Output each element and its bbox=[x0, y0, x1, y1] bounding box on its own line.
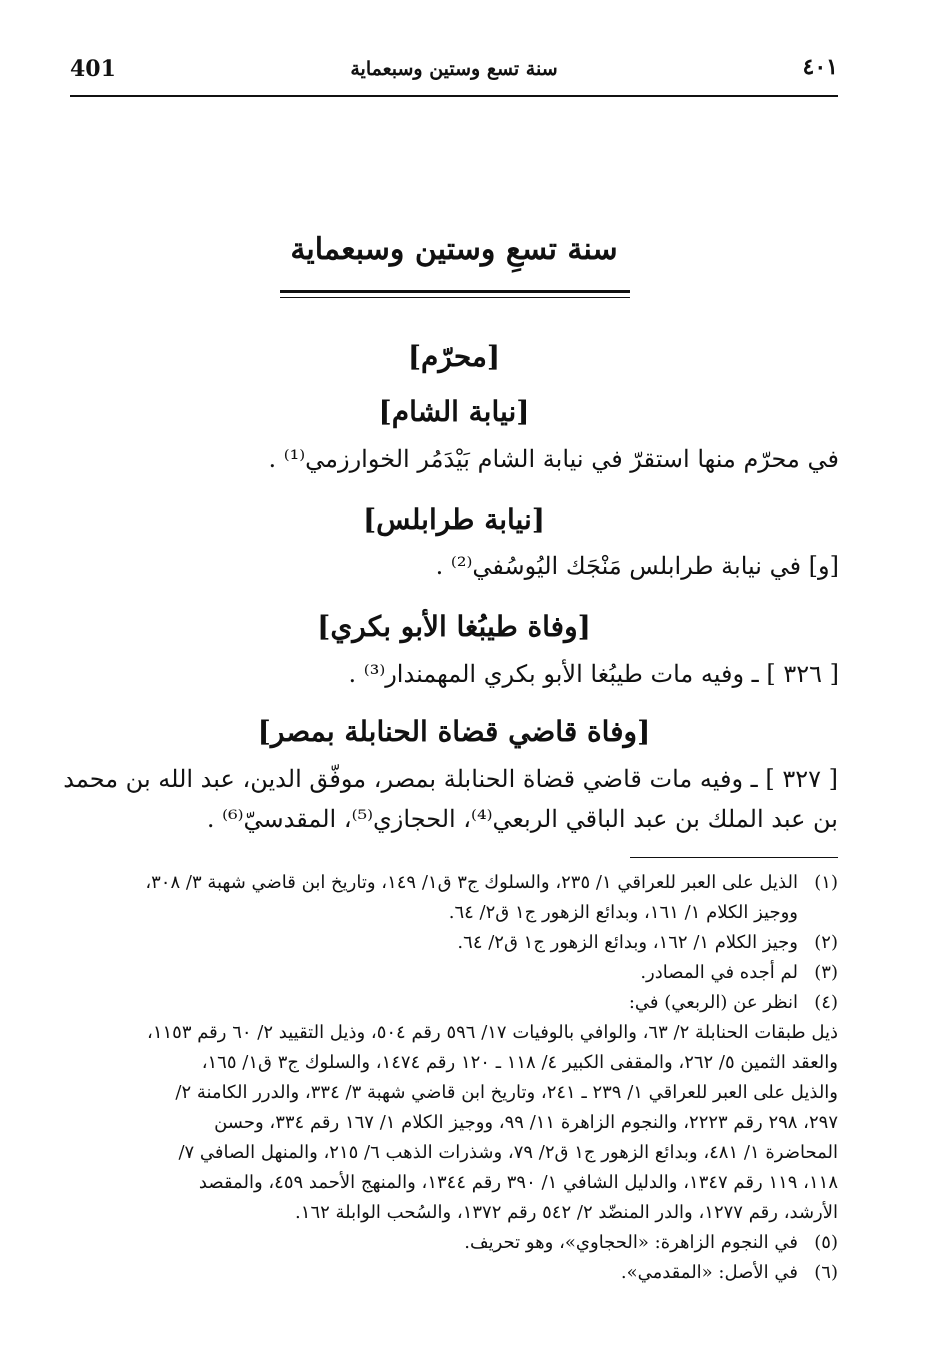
page-number-arabic: ٤٠١ bbox=[802, 54, 838, 80]
footnote-line: ووجيز الكلام ١/ ١٦١، وبدائع الزهور ج١ ق٢/ ٦٤. bbox=[448, 902, 798, 923]
footnote-line: انظر عن (الربعي) في: bbox=[628, 992, 798, 1013]
page-number-latin: 401 bbox=[70, 56, 116, 82]
footnote-marker: (٥) bbox=[814, 1232, 838, 1253]
footnote-1 bbox=[70, 868, 838, 928]
footnote-line: ذيل طبقات الحنابلة ٢/ ٦٣، والوافي بالوفيات ١٧/ ٥٩٦ رقم ٥٠٤، وذيل التقييد ٢/ ٦٠ رقم ١١٥٣، bbox=[147, 1022, 838, 1043]
footnote-line: والذيل على العبر للعراقي ١/ ٢٣٩ ـ ٢٤١، وتاريخ ابن قاضي شهبة ٣/ ٣٣٤، والدرر الكامنة ٢/ bbox=[175, 1082, 838, 1103]
chapter-title: سنة تسعِ وستين وسبعماية bbox=[290, 232, 618, 267]
heading-niyabat-tarabulus: [نيابة طرابلس] bbox=[362, 503, 546, 536]
footnote-line: في الأصل: «المقدمي». bbox=[620, 1262, 798, 1283]
footnote-marker: (١) bbox=[814, 872, 838, 893]
footnote-2 bbox=[70, 928, 838, 958]
heading-niyabat-al-sham: [نيابة الشام] bbox=[378, 395, 530, 428]
footnote-marker: (٦) bbox=[814, 1262, 838, 1283]
title-rule-thin bbox=[280, 297, 630, 298]
footnote-line: في النجوم الزاهرة: «الحجاوي»، وهو تحريف. bbox=[464, 1232, 798, 1253]
footnote-3 bbox=[70, 958, 838, 988]
footnote-line: والعقد الثمين ٥/ ٢٦٢، والمقفى الكبير ٤/ ١١٨ ـ ١٢٠ رقم ١٤٧٤، والسلوك ج٣ ق١/ ١٦٥، bbox=[201, 1052, 838, 1073]
heading-wafat-taybugha: [وفاة طيبُغا الأبو بكري] bbox=[317, 610, 591, 643]
footnote-line: الذيل على العبر للعراقي ١/ ٢٣٥، والسلوك ج٣ ق١/ ١٤٩، وتاريخ ابن قاضي شهبة ٣/ ٣٠٨، bbox=[145, 872, 798, 893]
footnote-4 bbox=[70, 988, 838, 1018]
heading-muharram: [محرّم] bbox=[407, 340, 501, 373]
footnote-rule bbox=[630, 857, 838, 858]
title-rule-thick bbox=[280, 290, 630, 293]
footnote-line: وجيز الكلام ١/ ١٦٢، وبدائع الزهور ج١ ق٢/ ٦٤. bbox=[457, 932, 798, 953]
paragraph-wafat-taybugha: [ ٣٢٦ ] ـ وفيه مات طيبُغا الأبو بكري المهمندار⁽³⁾ . bbox=[348, 660, 839, 688]
heading-wafat-qadi: [وفاة قاضي قضاة الحنابلة بمصر] bbox=[257, 715, 651, 748]
footnote-6 bbox=[70, 1258, 838, 1288]
paragraph-niyabat-al-sham: في محرّم منها استقرّ في نيابة الشام بَيْدَمُر الخوارزمي⁽¹⁾ . bbox=[268, 445, 839, 473]
paragraph-wafat-qadi-line-1: [ ٣٢٧ ] ـ وفيه مات قاضي قضاة الحنابلة بمصر، موفّق الدين، عبد الله بن محمد bbox=[63, 765, 838, 793]
running-title: سنة تسع وستين وسبعماية bbox=[350, 58, 558, 80]
footnote-line: المحاضرة ١/ ٤٨١، وبدائع الزهور ج١ ق٢/ ٧٩، وشذرات الذهب ٦/ ٢١٥، والمنهل الصافي ٧/ bbox=[178, 1142, 838, 1163]
paragraph-niyabat-tarabulus: [و] في نيابة طرابلس مَنْجَك اليُوسُفي⁽²⁾ . bbox=[435, 552, 839, 580]
footnote-line: الأرشد، رقم ١٢٧٧، والدر المنضّد ٢/ ٥٤٢ رقم ١٣٧٢، والسُحب الوابلة ١٦٢. bbox=[295, 1202, 838, 1223]
footnote-line: ٢٩٧، ٢٩٨ رقم ٢٢٢٣، والنجوم الزاهرة ١١/ ٩٩، ووجيز الكلام ١/ ١٦٧ رقم ٣٣٤، وحسن bbox=[214, 1112, 838, 1133]
footnote-marker: (٤) bbox=[814, 992, 838, 1013]
footnote-marker: (٣) bbox=[814, 962, 838, 983]
footnote-line: لم أجده في المصادر. bbox=[640, 962, 798, 983]
footnote-4-sources bbox=[70, 1018, 838, 1228]
footnote-marker: (٢) bbox=[814, 932, 838, 953]
paragraph-wafat-qadi-line-2: بن عبد الملك بن عبد الباقي الربعي⁽⁴⁾، الحجازي⁽⁵⁾، المقدسيّ⁽⁶⁾ . bbox=[206, 805, 838, 833]
footnotes bbox=[70, 868, 838, 1288]
footnote-line: ١١٨، ١١٩ رقم ١٣٤٧، والدليل الشافي ١/ ٣٩٠ رقم ١٣٤٤، والمنهج الأحمد ٤٥٩، والمقصد bbox=[198, 1172, 838, 1193]
header-rule bbox=[70, 95, 838, 97]
footnote-5 bbox=[70, 1228, 838, 1258]
page-header bbox=[70, 48, 838, 98]
